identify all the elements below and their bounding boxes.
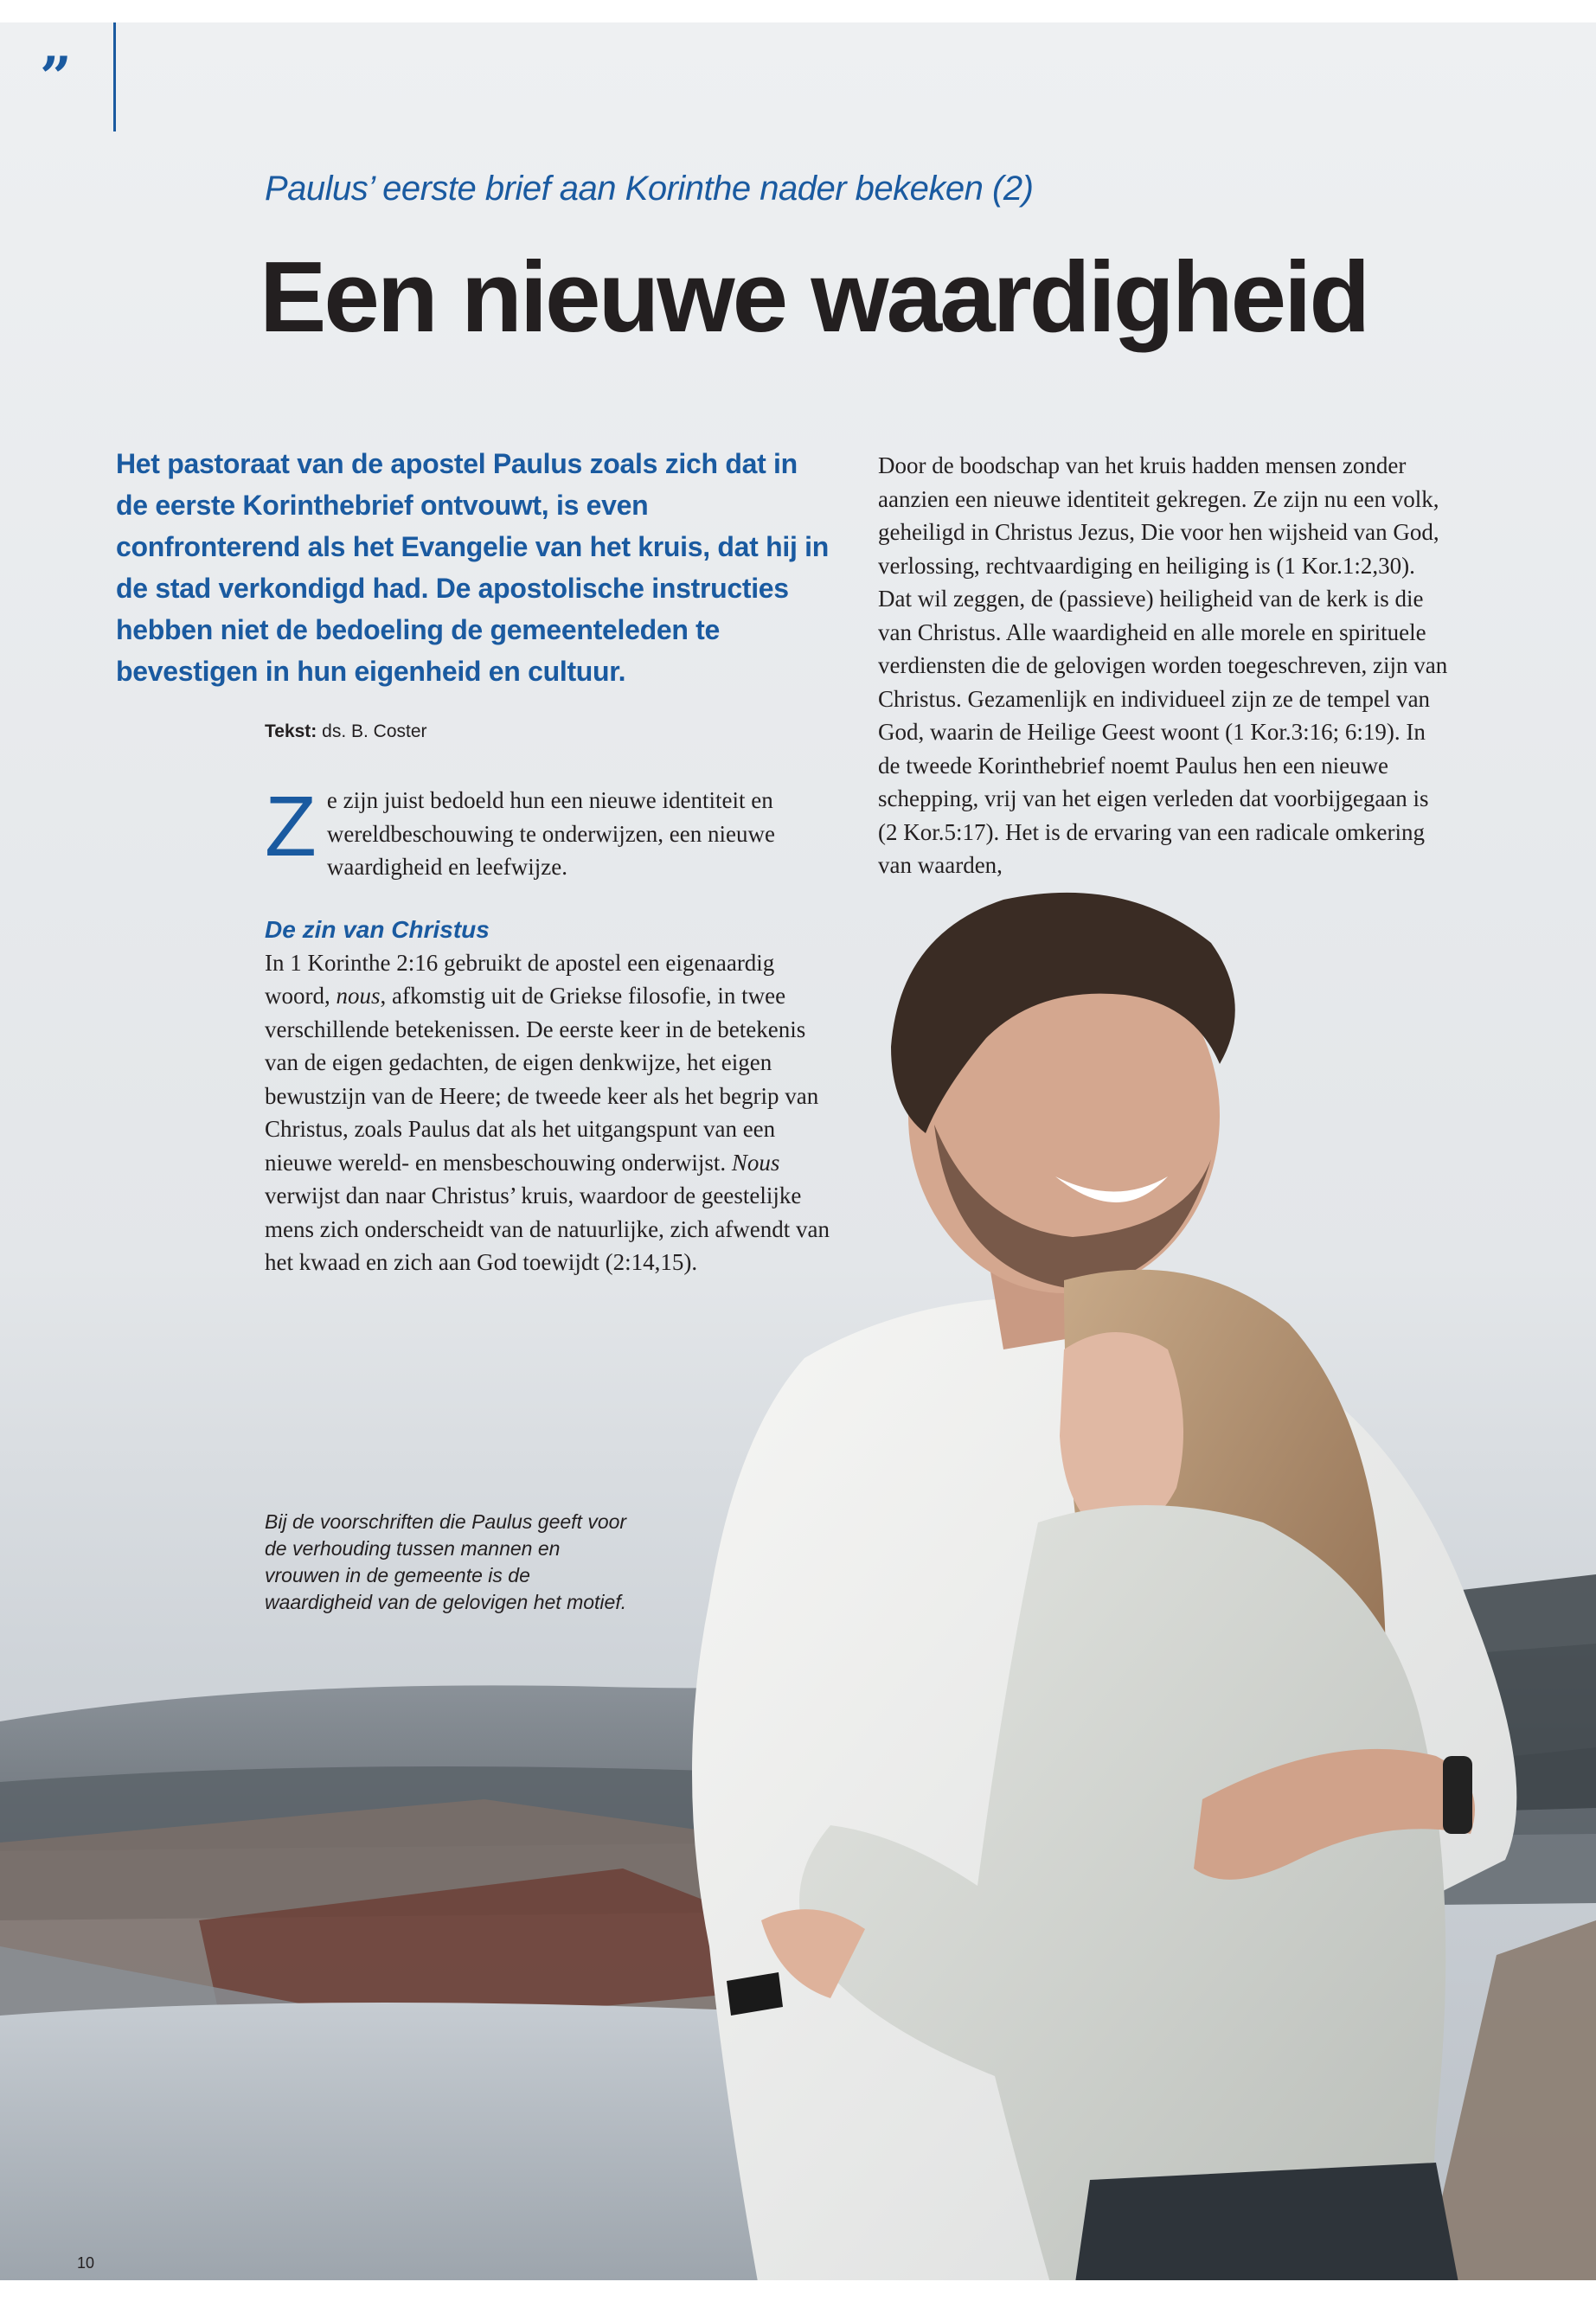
subheading: De zin van Christus bbox=[265, 915, 490, 943]
drop-cap: Z bbox=[265, 779, 317, 874]
article-intro: Het pastoraat van de apostel Paulus zoals zich dat in de eerste Korinthebrief ontvouwt, is even confronterend als het Evangelie van het kruis, dat hij in de stad verkondigd had. De apostolische instructies hebben niet de bedoeling de gemeenteleden te bevestigen in hun eigenheid en cultuur. bbox=[116, 448, 829, 687]
body-text-segment: verwijst dan naar Christus’ kruis, waardoor de geestelijke mens zich onderscheidt van de natuurlijke, zich afwendt van het kwaad en zich aan God toewijdt (2:14,15). bbox=[265, 1183, 830, 1275]
body-column-right bbox=[878, 449, 1449, 882]
article-headline: Een nieuwe waardigheid bbox=[260, 240, 1368, 353]
byline bbox=[265, 721, 697, 742]
body-text-segment: In 1 Korinthe 2:16 gebruikt de apostel een eigenaardig woord, bbox=[265, 949, 775, 1009]
term-nous: nous bbox=[336, 983, 381, 1009]
series-kicker: Paulus’ eerste brief aan Korinthe nader bekeken (2) bbox=[265, 170, 1034, 208]
bottom-margin bbox=[0, 2280, 1596, 2301]
byline-label: Tekst: bbox=[265, 721, 317, 741]
byline-author: ds. B. Coster bbox=[322, 721, 427, 741]
body-paragraph bbox=[265, 946, 836, 1279]
page-number: 10 bbox=[77, 2254, 95, 2272]
opening-text: e zijn juist bedoeld hun een nieuwe identiteit en wereldbeschouwing te onderwijzen, een nieuwe waardigheid en leefwijze. bbox=[326, 787, 775, 880]
photo-caption: Bij de voorschriften die Paulus geeft voor de verhouding tussen mannen en vrouwen in de gemeente is de waardigheid van de gelovigen het motief. bbox=[265, 1510, 627, 1613]
quote-mark-icon: ” bbox=[40, 45, 72, 110]
top-margin bbox=[0, 0, 1596, 22]
term-nous: Nous bbox=[731, 1149, 780, 1176]
opening-paragraph bbox=[265, 779, 836, 884]
body-paragraph: Door de boodschap van het kruis hadden mensen zonder aanzien een nieuwe identiteit gekregen. Ze zijn nu een volk, geheiligd in Christus Jezus, Die voor hen wijsheid van God, verlossing, rechtvaardiging en heiliging is (1 Kor.1:2,30). Dat wil zeggen, de (passieve) heiligheid van de kerk is die van Christus. Alle waardigheid en alle morele en spirituele verdiensten die de gelovigen worden toegeschreven, zijn van Christus. Gezamenlijk en individueel zijn ze de tempel van God, waarin de Heilige Geest woont (1 Kor.3:16; 6:19). In de tweede Korinthebrief noemt Paulus hen een nieuwe schepping, vrij van het eigen verleden dat voorbijgegaan is (2 Kor.5:17). Het is de ervaring van een radicale omkering van waarden, bbox=[878, 452, 1448, 878]
header-rule bbox=[113, 22, 116, 131]
body-column-left bbox=[265, 779, 836, 1279]
body-text-segment: , afkomstig uit de Griekse filosofie, in twee verschillende betekenissen. De eerste keer in de betekenis van de eigen gedachten, de eigen denkwijze, het eigen bewustzijn van de Heere; de tweede keer als het begrip van Christus, zoals Paulus dat als het uitgangspunt van een nieuwe wereld- en mensbeschouwing onderwijst. bbox=[265, 983, 819, 1176]
